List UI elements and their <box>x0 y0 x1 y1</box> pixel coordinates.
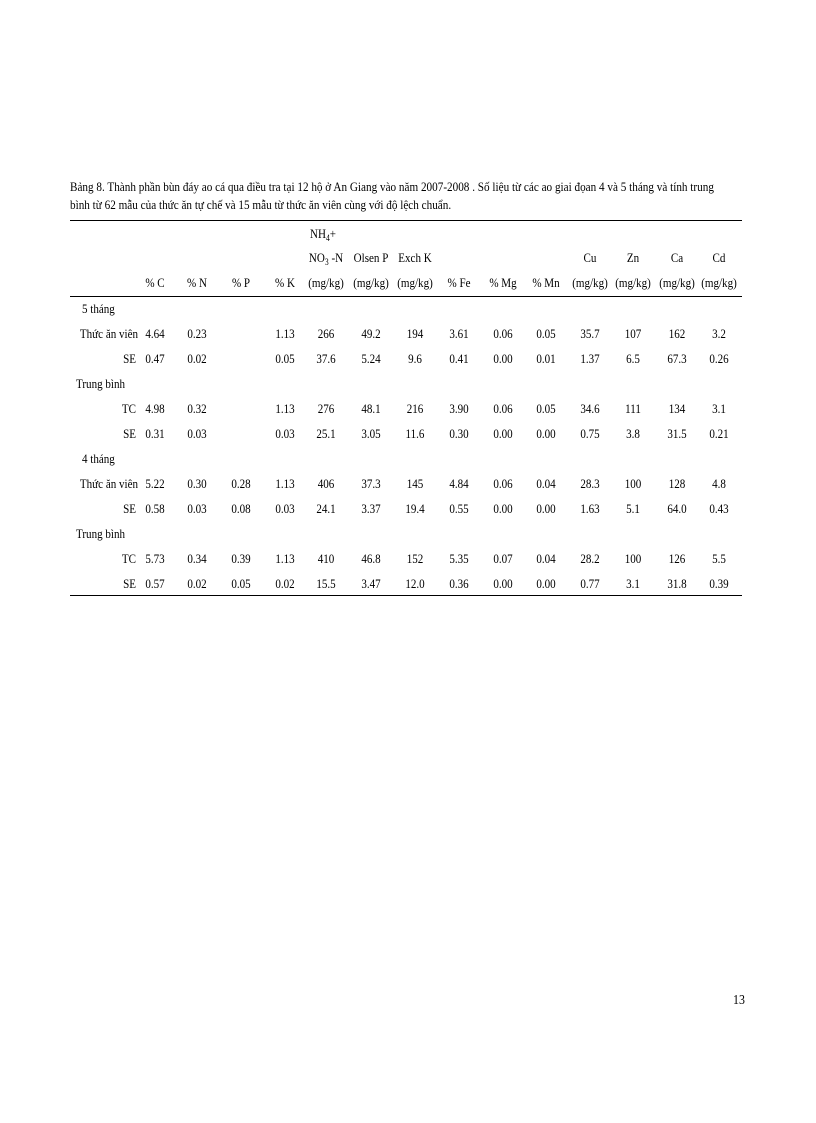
table-cell: 1.13 <box>275 326 295 341</box>
table-cell: 276 <box>317 401 335 416</box>
table-cell: 1.63 <box>580 501 600 516</box>
header-col: % P <box>231 275 251 290</box>
table-cell: 0.75 <box>580 426 600 441</box>
table-cell: 0.43 <box>709 501 729 516</box>
header-col: (mg/kg) <box>308 275 344 290</box>
table-cell: 100 <box>624 551 642 566</box>
table-cell: 4.84 <box>449 476 469 491</box>
table-cell: 126 <box>668 551 686 566</box>
table-cell: 35.7 <box>580 326 600 341</box>
table-cell: 3.2 <box>712 326 726 341</box>
table-cell: 64.0 <box>667 501 687 516</box>
header-zn: Zn <box>626 250 640 265</box>
table-cell: 3.90 <box>449 401 469 416</box>
page-number: 13 <box>733 993 745 1008</box>
table-cell: 12.0 <box>405 576 425 591</box>
table-cell: 3.1 <box>626 576 640 591</box>
header-nh4: $NH_4+$ <box>309 226 337 243</box>
header-col: % Mg <box>489 275 517 290</box>
table-cell: 46.8 <box>361 551 381 566</box>
table-cell: 0.58 <box>145 501 165 516</box>
table-cell: 3.37 <box>361 501 381 516</box>
row-label: SE <box>123 576 136 591</box>
table-cell: 28.3 <box>580 476 600 491</box>
table-cell: 11.6 <box>405 426 425 441</box>
table-top-rule <box>70 220 742 221</box>
header-col: (mg/kg) <box>701 275 737 290</box>
table-cell: 28.2 <box>580 551 600 566</box>
table-cell: 25.1 <box>316 426 336 441</box>
table-cell: 3.1 <box>712 401 726 416</box>
table-cell: 194 <box>406 326 424 341</box>
table-cell: 37.3 <box>361 476 381 491</box>
table-cell: 410 <box>317 551 335 566</box>
header-rule <box>70 296 742 297</box>
header-no3: $NO_3$ -N <box>308 250 344 267</box>
table-cell: 0.01 <box>536 351 556 366</box>
table-cell: 152 <box>406 551 424 566</box>
table-cell: 0.47 <box>145 351 165 366</box>
table-cell: 0.06 <box>493 326 513 341</box>
table-cell: 5.1 <box>626 501 640 516</box>
table-cell: 15.5 <box>316 576 336 591</box>
table-cell: 0.31 <box>145 426 165 441</box>
group-label-trung-binh: Trung bình <box>76 526 126 541</box>
table-cell: 49.2 <box>361 326 381 341</box>
header-col: % N <box>187 275 207 290</box>
table-cell: 0.04 <box>536 476 556 491</box>
table-cell: 31.5 <box>667 426 687 441</box>
table-cell: 0.00 <box>536 501 556 516</box>
header-col: % Mn <box>532 275 560 290</box>
table-cell: 1.13 <box>275 476 295 491</box>
table-cell: 0.05 <box>536 401 556 416</box>
table-cell: 0.00 <box>493 501 513 516</box>
table-cell: 0.05 <box>536 326 556 341</box>
table-cell: 5.22 <box>145 476 165 491</box>
table-cell: 0.34 <box>187 551 207 566</box>
table-cell: 266 <box>317 326 335 341</box>
table-cell: 34.6 <box>580 401 600 416</box>
row-label: Thức ăn viên <box>79 476 139 491</box>
table-cell: 1.37 <box>580 351 600 366</box>
header-cu: Cu <box>583 250 597 265</box>
table-cell: 6.5 <box>626 351 640 366</box>
table-cell: 5.24 <box>361 351 381 366</box>
table-cell: 0.57 <box>145 576 165 591</box>
table-cell: 4.8 <box>712 476 726 491</box>
table-cell: 24.1 <box>316 501 336 516</box>
table-cell: 406 <box>317 476 335 491</box>
header-col: (mg/kg) <box>615 275 651 290</box>
table-cell: 0.03 <box>275 501 295 516</box>
table-cell: 3.61 <box>449 326 469 341</box>
table-cell: 0.05 <box>275 351 295 366</box>
table-cell: 0.00 <box>493 351 513 366</box>
table-caption <box>70 178 714 214</box>
table-cell: 134 <box>668 401 686 416</box>
group-label-trung-binh: Trung bình <box>76 376 126 391</box>
table-cell: 0.21 <box>709 426 729 441</box>
table-cell: 5.73 <box>145 551 165 566</box>
table-cell: 0.06 <box>493 476 513 491</box>
header-col: (mg/kg) <box>353 275 389 290</box>
table-cell: 0.23 <box>187 326 207 341</box>
table-cell: 4.98 <box>145 401 165 416</box>
table-cell: 31.8 <box>667 576 687 591</box>
table-cell: 0.32 <box>187 401 207 416</box>
caption-line-2: bình từ 62 mẫu của thức ăn tự chế và 15 mẫu từ thức ăn viên cùng với độ lệch chuẩn. <box>70 197 452 212</box>
table-cell: 0.08 <box>231 501 251 516</box>
header-ca: Ca <box>670 250 684 265</box>
table-cell: 0.00 <box>493 426 513 441</box>
group-label-4-thang: 4 tháng <box>82 451 115 466</box>
table-cell: 0.02 <box>187 351 207 366</box>
table-cell: 0.36 <box>449 576 469 591</box>
header-col: (mg/kg) <box>572 275 608 290</box>
table-cell: 37.6 <box>316 351 336 366</box>
table-cell: 5.5 <box>712 551 726 566</box>
table-cell: 107 <box>624 326 642 341</box>
table-cell: 5.35 <box>449 551 469 566</box>
table-cell: 0.00 <box>536 426 556 441</box>
table-cell: 48.1 <box>361 401 381 416</box>
table-cell: 0.06 <box>493 401 513 416</box>
row-label: SE <box>123 501 136 516</box>
table-cell: 0.03 <box>187 426 207 441</box>
table-cell: 0.03 <box>187 501 207 516</box>
table-cell: 162 <box>668 326 686 341</box>
table-bottom-rule <box>70 595 742 596</box>
header-cd: Cd <box>712 250 726 265</box>
header-col: (mg/kg) <box>659 275 695 290</box>
header-col: % Fe <box>447 275 471 290</box>
table-cell: 3.47 <box>361 576 381 591</box>
row-label: SE <box>123 426 136 441</box>
table-cell: 67.3 <box>667 351 687 366</box>
header-col: (mg/kg) <box>397 275 433 290</box>
table-cell: 0.39 <box>231 551 251 566</box>
table-cell: 3.8 <box>626 426 640 441</box>
table-cell: 0.02 <box>187 576 207 591</box>
caption-line-1: Bảng 8. Thành phần bùn đáy ao cá qua điều tra tại 12 hộ ở An Giang vào năm 2007-2008 . Số liệu từ các ao giai đọan 4 và 5 tháng và tính trung <box>70 179 714 194</box>
table-cell: 111 <box>625 401 641 416</box>
table-cell: 0.41 <box>449 351 469 366</box>
table-cell: 0.26 <box>709 351 729 366</box>
table-cell: 0.28 <box>231 476 251 491</box>
row-label: Thức ăn viên <box>79 326 139 341</box>
table-cell: 1.13 <box>275 551 295 566</box>
row-label: TC <box>121 551 136 566</box>
table-cell: 1.13 <box>275 401 295 416</box>
table-cell: 0.05 <box>231 576 251 591</box>
table-cell: 145 <box>406 476 424 491</box>
group-label-5-thang: 5 tháng <box>82 301 115 316</box>
table-cell: 19.4 <box>405 501 425 516</box>
table-cell: 0.77 <box>580 576 600 591</box>
table-cell: 3.05 <box>361 426 381 441</box>
header-olsen-p: Olsen P <box>353 250 389 265</box>
table-cell: 0.30 <box>449 426 469 441</box>
table-cell: 128 <box>668 476 686 491</box>
table-cell: 0.02 <box>275 576 295 591</box>
header-col: % C <box>145 275 165 290</box>
table-cell: 216 <box>406 401 424 416</box>
table-cell: 0.39 <box>709 576 729 591</box>
header-exch-k: Exch K <box>398 250 432 265</box>
table-cell: 0.03 <box>275 426 295 441</box>
table-cell: 0.55 <box>449 501 469 516</box>
table-cell: 0.00 <box>493 576 513 591</box>
table-cell: 0.07 <box>493 551 513 566</box>
table-cell: 0.00 <box>536 576 556 591</box>
table-cell: 100 <box>624 476 642 491</box>
table-cell: 4.64 <box>145 326 165 341</box>
table-cell: 9.6 <box>408 351 422 366</box>
row-label: SE <box>123 351 136 366</box>
header-col: % K <box>275 275 295 290</box>
row-label: TC <box>121 401 136 416</box>
table-cell: 0.04 <box>536 551 556 566</box>
table-cell: 0.30 <box>187 476 207 491</box>
